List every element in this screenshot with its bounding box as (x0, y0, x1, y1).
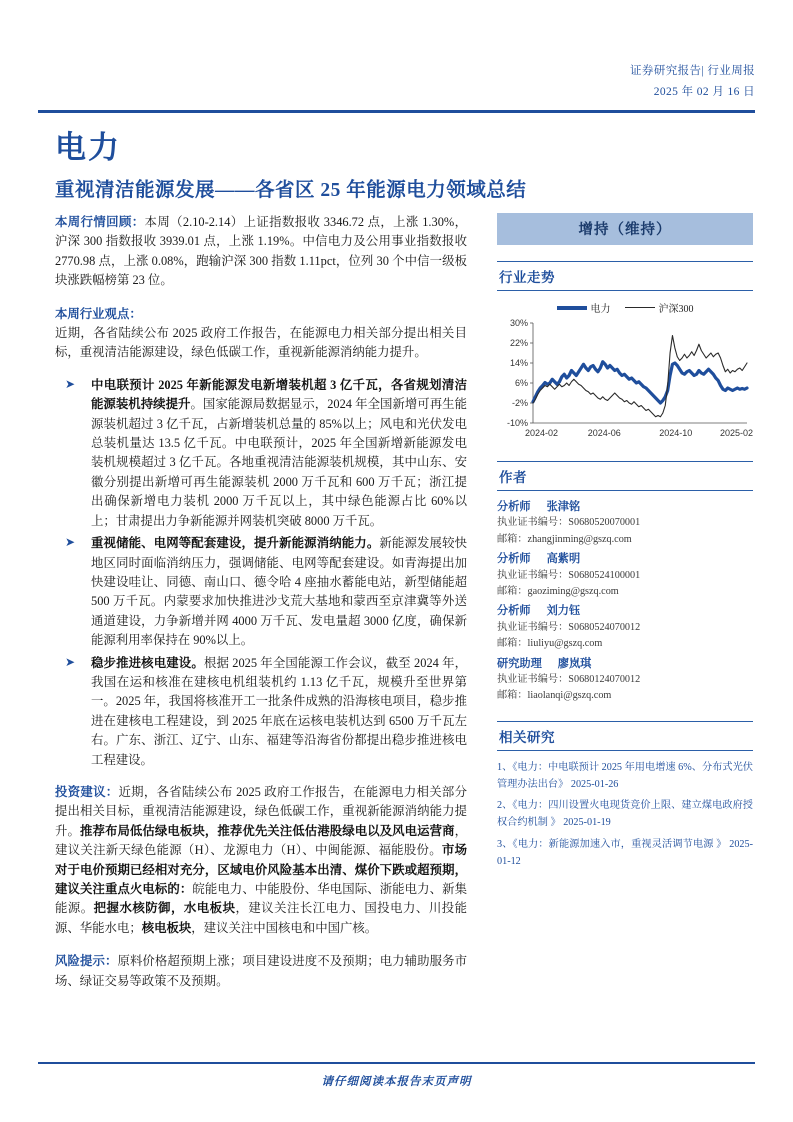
bullet-arrow-icon: ➤ (65, 654, 76, 669)
author-certificate: 执业证书编号：S0680520070001 (497, 517, 641, 529)
bullet-arrow-icon: ➤ (65, 376, 76, 391)
risk-warning-text: 原料价格超预期上涨；项目建设进度不及预期；电力辅助服务市场、绿证交易等政策不及预期。 (55, 954, 468, 988)
y-axis-tick-label: -2% (511, 398, 528, 408)
author-name: 张津铭 (546, 501, 581, 513)
list-item (55, 376, 467, 531)
related-research-item[interactable]: 1、《电力：中电联预计 2025 年用电增速 6%、分布式光伏管理办法出台》 2025-01-26 (497, 761, 753, 790)
related-research-heading: 相关研究 (497, 721, 753, 751)
investment-advice-label: 投资建议： (55, 784, 119, 799)
risk-warning-paragraph (55, 952, 467, 991)
main-content (55, 213, 467, 991)
x-axis-tick-label: 2024-06 (587, 428, 621, 438)
author-email[interactable]: 邮箱：zhangjinming@gszq.com (497, 533, 632, 545)
author-role: 分析师 (497, 605, 531, 618)
header-divider (38, 110, 755, 113)
author-entry (497, 656, 753, 705)
footer-disclaimer: 请仔细阅读本报告末页声明 (321, 1076, 472, 1088)
status-badge: 增持（维持） (497, 213, 753, 245)
bullet-arrow-icon: ➤ (65, 535, 76, 550)
industry-view-paragraph (55, 305, 467, 363)
author-name-row (497, 499, 753, 515)
bullet-headline: 稳步推进核电建设。 (91, 655, 204, 670)
advice-bold-4: 核电板块 (141, 920, 192, 935)
industry-trend-chart (497, 317, 753, 445)
market-review-text: 本周（2.10-2.14）上证指数报收 3346.72 点，上涨 1.30%，沪深 300 指数报收 3939.01 点，上涨 1.19%。中信电力及公用事业指数报收 2770.98 点，上涨 0.08%，跑输沪深 300 指数 1.11pct，位列 30 个中信一级板块涨跌幅榜第 23 位。 (55, 215, 468, 288)
advice-text-2: ，建议关注新天绿色能源（H）、龙源电力（H）、中闽能源、福能股份。 (55, 823, 468, 858)
legend-label: 沪深300 (658, 304, 694, 315)
x-axis-tick-label: 2025-02 (719, 428, 753, 438)
report-type-label: 证券研究报告| 行业周报 (630, 65, 755, 77)
advice-bold-3: 把握水核防御，水电板块 (93, 901, 236, 916)
related-research-section (497, 721, 753, 871)
advice-text-1: 近期，各省陆续公布 2025 政府工作报告，在能源电力相关部分提出相关目标，重视清洁能源建设，绿色低碳工作，重视新能源消纳能力提升。 (55, 784, 467, 838)
bullet-headline: 中电联预计 2025 年新能源发电新增装机超 3 亿千瓦，各省规划清洁能源装机持续提升 (91, 377, 467, 412)
y-axis-tick-label: 6% (514, 378, 528, 388)
advice-bold-1: 推荐布局低估绿电板块，推荐优先关注低估港股绿电以及风电运营商 (79, 823, 455, 838)
author-name: 廖岚琪 (557, 657, 592, 670)
legend-swatch-icon (557, 306, 587, 310)
advice-text-4: ，建议关注长江电力、国投电力、川投能源、华能水电； (55, 901, 467, 935)
author-entry (497, 499, 753, 548)
authors-heading: 作者 (497, 461, 753, 491)
footer-divider (38, 1062, 755, 1064)
author-entry (497, 603, 753, 652)
author-name-row (497, 551, 753, 567)
y-axis-tick-label: -10% (506, 418, 528, 428)
author-email[interactable]: 邮箱：liaolanqi@gszq.com (497, 690, 612, 702)
bullet-body: 根据 2025 年全国能源工作会议，截至 2024 年，我国在运和核准在建核电机组装机约 1.13 亿千瓦，规模升至世界第一。2025 年，我国将核准开工一批条件成熟的沿海核电项目，稳步推进在建核电工程建设，到 2025 年底在运核电装机达到 6500 万千瓦左右。广东、浙江、辽宁、山东、福建等沿海省份都提出稳步推进核电工程建设。 (91, 655, 468, 767)
market-review-label: 本周行情回顾： (55, 215, 145, 229)
authors-section (497, 461, 753, 705)
industry-view-text: 近期，各省陆续公布 2025 政府工作报告，在能源电力相关部分提出相关目标，重视清洁能源建设，绿色低碳工作，重视新能源消纳能力提升。 (55, 326, 467, 360)
legend-swatch-icon (625, 307, 655, 308)
bullet-body: 新能源发展较快地区同时面临消纳压力，强调储能、电网等配套建设。如青海提出加快建设哇让、同德、南山口、德令哈 4 座抽水蓄能电站，新型储能超 500 万千瓦。内蒙要求加快推进沙戈荒大基地和蒙西至京津冀等外送通道建设，力争新增并网 4000 万千瓦、发电量超 3000 亿度，确保新能源利用率保持在 90%以上。 (91, 536, 468, 648)
trend-line-chart (497, 317, 753, 445)
author-name-row (497, 603, 753, 619)
related-research-item[interactable]: 2、《电力：四川设置火电现货竞价上限、建立煤电政府授权合约机制 》 2025-01-19 (497, 800, 753, 829)
author-certificate: 执业证书编号：S0680524100001 (497, 569, 641, 581)
advice-bold-2: 市场对于电价预期已经相对充分，区域电价风险基本出清、煤价下跌或超预期，建议关注重点火电标的： (55, 843, 468, 896)
page-subtitle: 重视清洁能源发展——各省区 25 年能源电力领域总结 (55, 180, 527, 201)
author-certificate: 执业证书编号：S0680524070012 (497, 621, 641, 633)
industry-trend-section (497, 261, 753, 445)
industry-view-label: 本周行业观点： (55, 306, 142, 321)
risk-warning-label: 风险提示： (55, 954, 118, 969)
list-item (55, 534, 467, 650)
market-review-paragraph (55, 213, 467, 291)
author-entry (497, 551, 753, 600)
chart-legend (497, 300, 753, 315)
report-date: 2025 年 02 月 16 日 (653, 86, 755, 98)
authors-list (497, 499, 753, 705)
author-role: 分析师 (497, 553, 531, 566)
page-title: 电力 (55, 130, 121, 165)
y-axis-tick-label: 30% (509, 318, 528, 328)
bullet-body: 。国家能源局数据显示，2024 年全国新增可再生能源装机超过 3 亿千瓦，占新增装机总量的 85%以上；风电和光伏发电总装机量达 13.5 亿千瓦。中电联预计，2025 年全国新增新能源发电装机规模超过 3 亿千瓦。各地重视清洁能源装机规模，其中山东、安徽分别提出新增可再生能源装机 2000 万千瓦和 600 万千瓦；浙江提出确保新增电力装机 2000 万千瓦以上，其中绿色能源占比 60%以上；甘肃提出力争新能源并网装机突破 8000 万千瓦。 (91, 397, 467, 528)
legend-item-power (557, 300, 611, 315)
related-research-item[interactable]: 3、《电力：新能源加速入市，重视灵活调节电源 》 2025-01-12 (497, 839, 753, 867)
author-name: 刘力钰 (546, 605, 581, 618)
x-axis-tick-label: 2024-10 (659, 428, 693, 438)
sidebar (497, 213, 753, 876)
author-role: 研究助理 (497, 657, 542, 670)
advice-text-3: 皖能电力、中能股份、华电国际、浙能电力、新集能源。 (55, 882, 468, 916)
report-header (630, 62, 755, 99)
list-item (55, 654, 467, 770)
x-axis-tick-label: 2024-02 (525, 428, 559, 438)
y-axis-tick-label: 22% (509, 338, 528, 348)
legend-item-hs300 (625, 300, 694, 315)
advice-text-5: ，建议关注中国核电和中国广核。 (191, 920, 378, 935)
legend-label: 电力 (590, 304, 611, 315)
related-research-list (497, 760, 753, 871)
industry-trend-heading: 行业走势 (497, 261, 753, 291)
author-email[interactable]: 邮箱：gaoziming@gszq.com (497, 586, 619, 598)
investment-advice-paragraph (55, 783, 467, 938)
author-name-row (497, 656, 753, 672)
key-points-list (55, 376, 467, 770)
author-role: 分析师 (497, 501, 531, 513)
author-email[interactable]: 邮箱：liuliyu@gszq.com (497, 638, 603, 650)
author-name: 高紫明 (546, 553, 581, 566)
bullet-headline: 重视储能、电网等配套建设，提升新能源消纳能力。 (91, 536, 380, 551)
chart-series-power (533, 362, 747, 403)
author-certificate: 执业证书编号：S0680124070012 (497, 674, 641, 686)
y-axis-tick-label: 14% (509, 358, 528, 368)
